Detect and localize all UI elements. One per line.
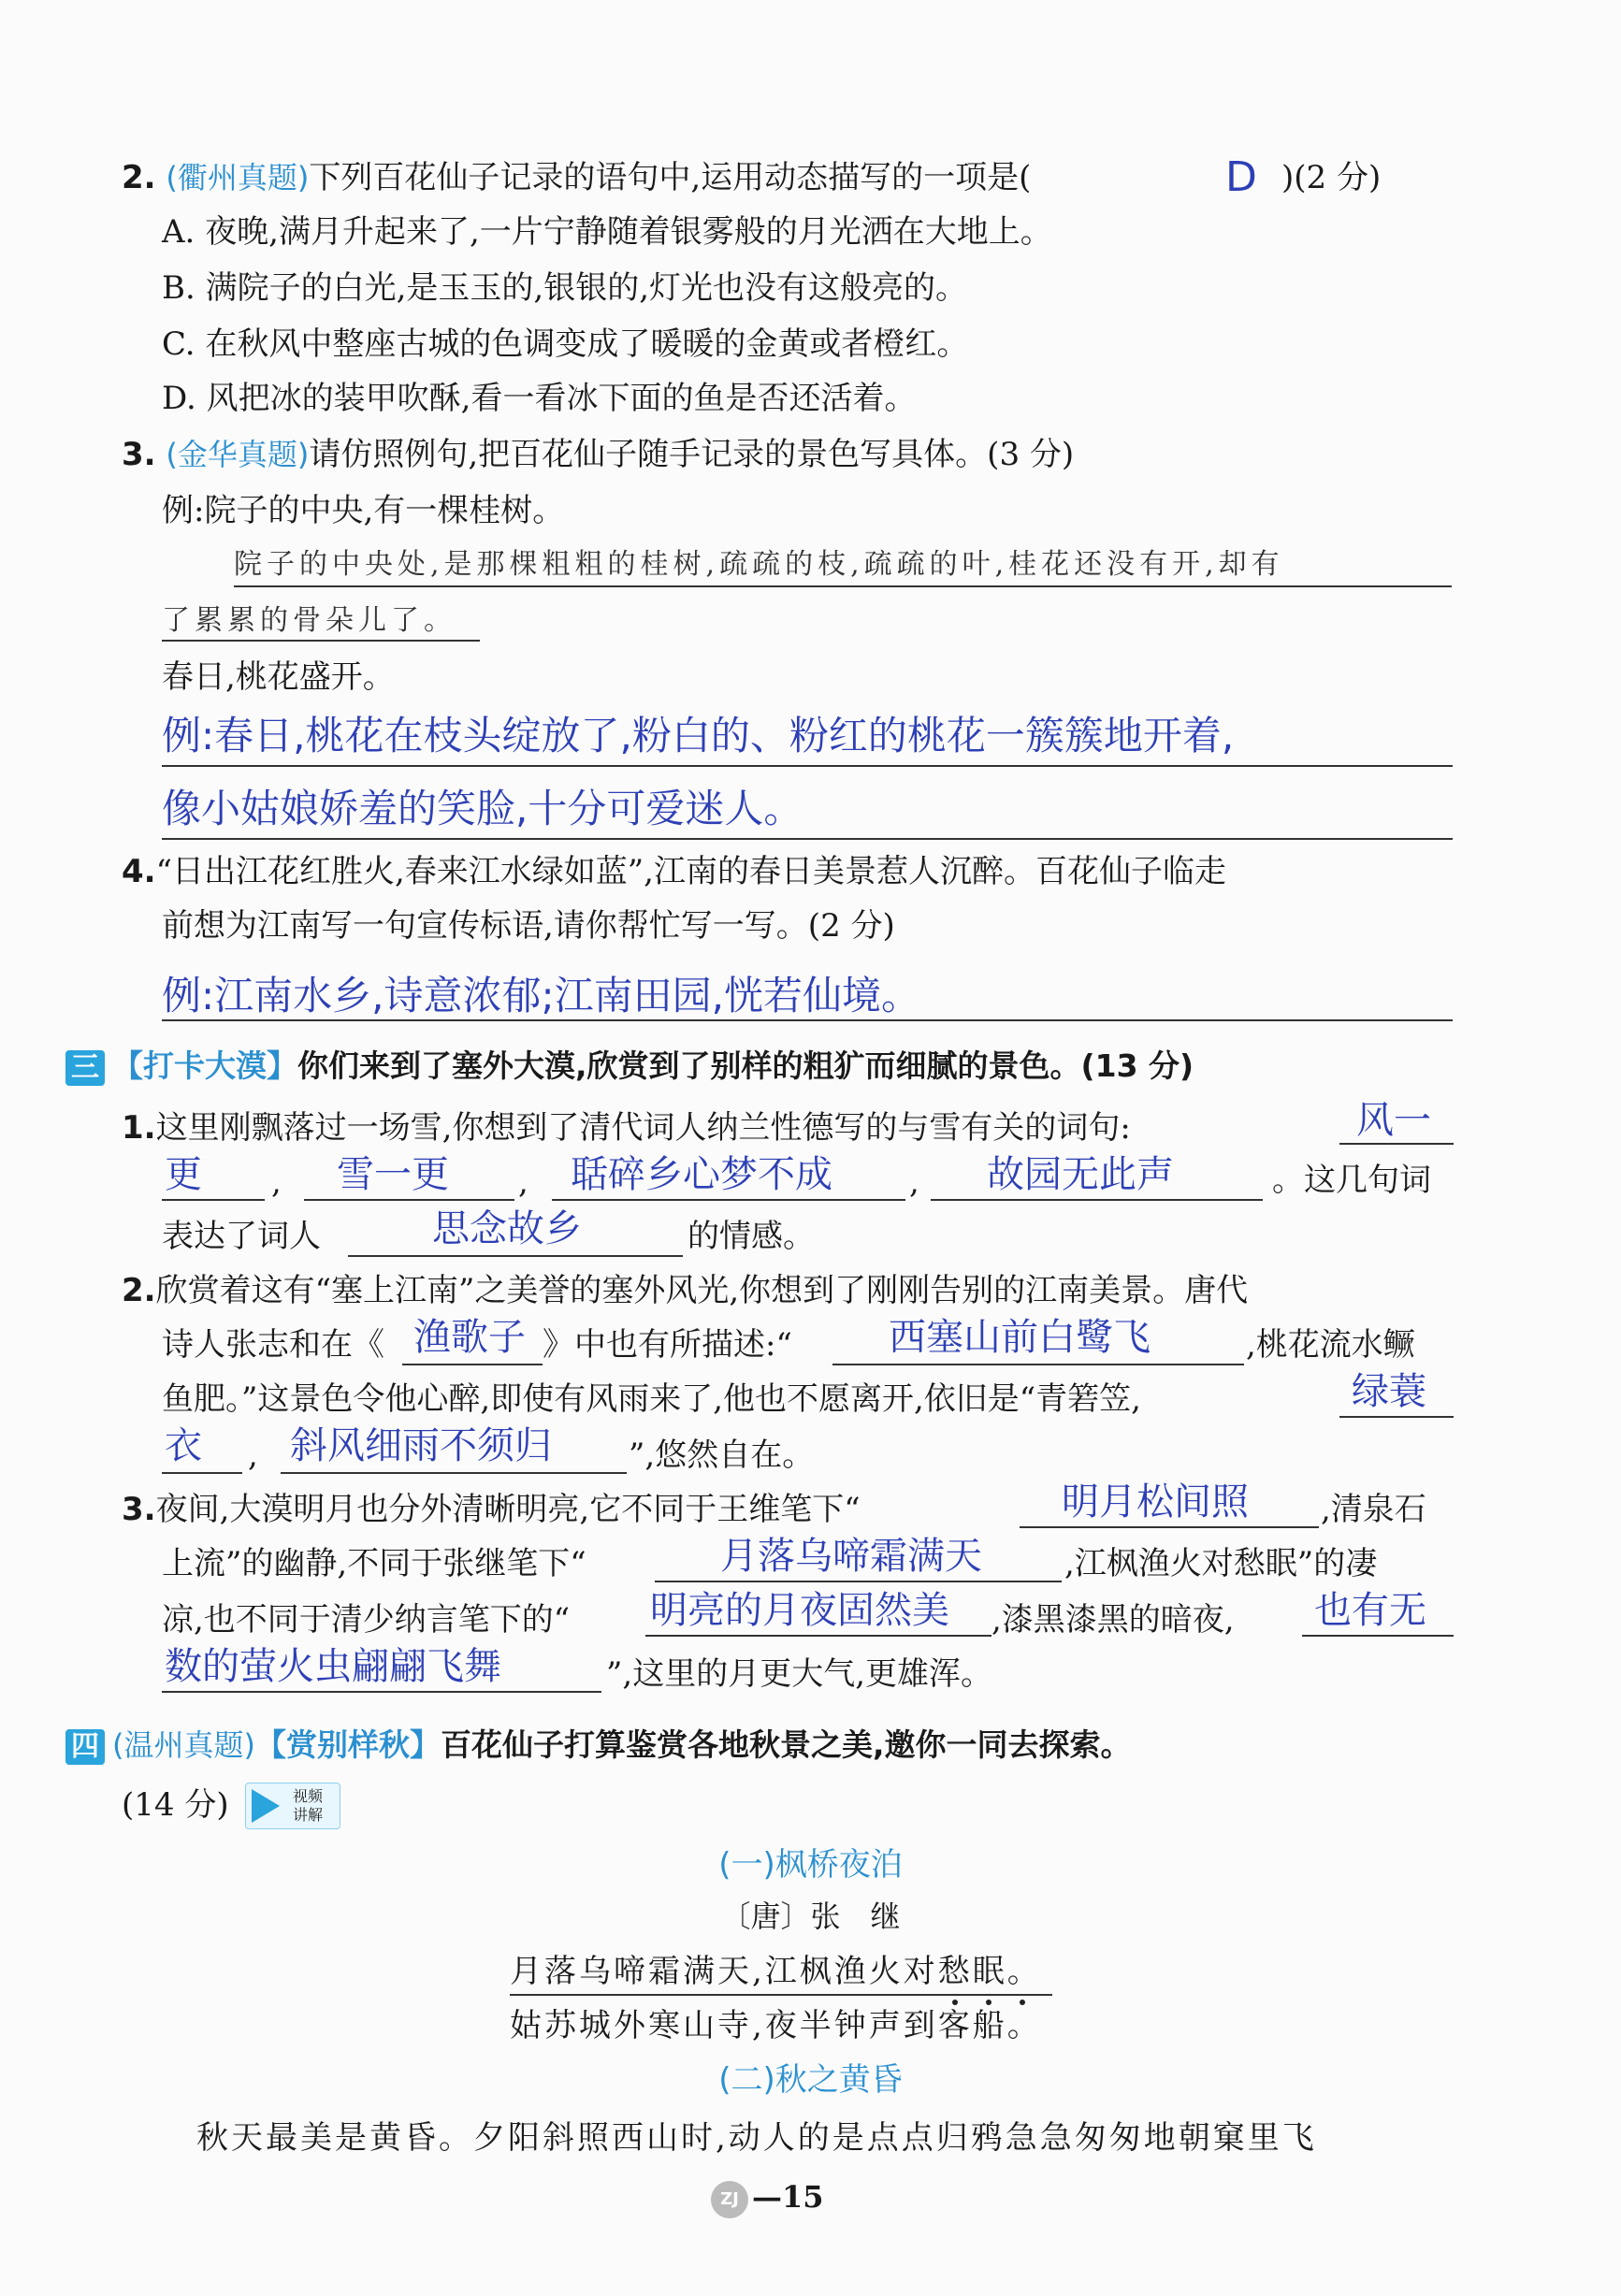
underline bbox=[162, 1691, 601, 1693]
q4-answer: 例:江南水乡,诗意浓郁;江南田园,恍若仙境。 bbox=[162, 973, 921, 1018]
page-number-text: —15 bbox=[752, 2179, 824, 2215]
q3-stem bbox=[122, 432, 1074, 477]
s3q1-text-2: 。这几句词 bbox=[1272, 1162, 1431, 1199]
s3q3-text-1a: 夜间,大漠明月也分外清晰明亮,它不同于王维笔下“ bbox=[155, 1491, 861, 1528]
q3-example-expanded-1: 院子的中央处,是那棵粗粗的桂树,疏疏的枝,疏疏的叶,桂花还没有开,却有 bbox=[234, 548, 1284, 581]
s3q2-text-3a: 鱼肥。”这景色令他心醉,即使有风雨来了,他也不愿离开,依旧是“青箬笠, bbox=[162, 1380, 1141, 1418]
s3q2-answer-2: 西塞山前白鹭飞 bbox=[889, 1316, 1151, 1359]
s3q2-text-2a: 诗人张志和在《 bbox=[162, 1326, 384, 1364]
video-lesson-label: 视频讲解 bbox=[293, 1787, 324, 1824]
q2-answer: D bbox=[1225, 153, 1257, 201]
s3q3-answer-4b: 数的萤火虫翩翩飞舞 bbox=[165, 1645, 501, 1688]
s3q1-answer-1b: 更 bbox=[165, 1153, 202, 1196]
s3q2-text-4: ”,悠然自在。 bbox=[629, 1437, 815, 1474]
q2-option-a: A. 夜晚,满月升起来了,一片宁静随着银雾般的月光洒在大地上。 bbox=[162, 213, 1052, 251]
section-4-header bbox=[65, 1723, 1132, 1768]
q2-stem-text: 下列百花仙子记录的语句中,运用动态描写的一项是( bbox=[309, 159, 1032, 196]
q2-option-b: B. 满院子的白光,是玉玉的,银银的,灯光也没有这般亮的。 bbox=[162, 269, 968, 307]
section-4-score: (14 分) bbox=[122, 1786, 229, 1824]
video-lesson-button[interactable] bbox=[245, 1783, 340, 1829]
q3-answer-line-1: 例:春日,桃花在枝头绽放了,粉白的、粉红的桃花一簇簇地开着, bbox=[162, 713, 1235, 758]
underline bbox=[162, 838, 1453, 840]
s3q1-answer-3: 聒碎乡心梦不成 bbox=[571, 1153, 832, 1196]
s3q1-line-1 bbox=[122, 1105, 1131, 1150]
s3q2-answer-3b: 衣 bbox=[165, 1424, 202, 1467]
underline bbox=[1339, 1143, 1454, 1145]
s3q2-answer-1: 渔歌子 bbox=[413, 1316, 526, 1359]
q2-number: 2. bbox=[122, 159, 156, 196]
s3q3-answer-2: 月落乌啼霜满天 bbox=[720, 1535, 982, 1578]
s3q3-text-2b: ,江枫渔火对愁眠”的凄 bbox=[1064, 1545, 1378, 1582]
s3q3-answer-1: 明月松间照 bbox=[1062, 1480, 1249, 1523]
underline bbox=[162, 765, 1453, 767]
q3-stem-text: 请仿照例句,把百花仙子随手记录的景色写具体。(3 分) bbox=[309, 436, 1075, 473]
s3q3-answer-3: 明亮的月夜固然美 bbox=[650, 1589, 949, 1632]
s3q3-text-3b: ,漆黑漆黑的暗夜, bbox=[991, 1601, 1235, 1639]
q2-stem bbox=[122, 155, 1031, 200]
comma: , bbox=[909, 1163, 919, 1201]
s3q2-number: 2. bbox=[122, 1272, 156, 1309]
underline bbox=[234, 585, 1452, 587]
section-4-text: 百花仙子打算鉴赏各地秋景之美,邀你一同去探索。 bbox=[440, 1726, 1132, 1763]
s3q3-line-1 bbox=[122, 1487, 861, 1532]
underline bbox=[162, 1019, 1453, 1021]
q3-answer-line-2: 像小姑娘娇羞的笑脸,十分可爱迷人。 bbox=[162, 786, 803, 831]
q2-option-c: C. 在秋风中整座古城的色调变成了暖暖的金黄或者橙红。 bbox=[162, 325, 969, 363]
underline bbox=[1020, 1526, 1319, 1528]
s3q2-text-1: 欣赏着这有“塞上江南”之美誉的塞外风光,你想到了刚刚告别的江南美景。唐代 bbox=[155, 1272, 1249, 1309]
underline bbox=[162, 640, 480, 642]
q3-example: 例:院子的中央,有一棵桂树。 bbox=[162, 492, 565, 529]
underline bbox=[510, 1994, 1052, 1996]
s3q3-number: 3. bbox=[122, 1491, 156, 1528]
s3q2-text-2b: 》中也有所描述:“ bbox=[543, 1326, 792, 1364]
q2-score: )(2 分) bbox=[1281, 159, 1382, 196]
q3-source-tag: (金华真题) bbox=[166, 437, 310, 472]
underline bbox=[552, 1199, 905, 1201]
s3q3-answer-4a: 也有无 bbox=[1314, 1589, 1426, 1632]
s3q3-text-1b: ,清泉石 bbox=[1321, 1491, 1426, 1528]
q3-prompt: 春日,桃花盛开。 bbox=[162, 658, 395, 696]
underline bbox=[162, 1472, 242, 1474]
q4-stem-1 bbox=[122, 849, 1226, 894]
section-3-box: 三 bbox=[65, 1050, 105, 1086]
s3q1-answer-2: 雪一更 bbox=[337, 1153, 449, 1196]
s3q1-answer-4: 故园无此声 bbox=[987, 1153, 1174, 1196]
section-4-title: 【赏别样秋】 bbox=[254, 1726, 441, 1763]
underline bbox=[931, 1199, 1263, 1201]
poem-line-1: 月落乌啼霜满天,江枫渔火对愁眠。 bbox=[510, 1953, 1042, 1990]
s3q1-text-1: 这里刚飘落过一场雪,你想到了清代词人纳兰性德写的与雪有关的词句: bbox=[155, 1109, 1131, 1147]
q4-stem-text-1: “日出江花红胜火,春来江水绿如蓝”,江南的春日美景惹人沉醉。百花仙子临走 bbox=[155, 853, 1226, 890]
q2-source-tag: (衢州真题) bbox=[166, 160, 310, 195]
section-3-header bbox=[65, 1044, 1194, 1089]
s3q1-text-3: 表达了词人 bbox=[162, 1218, 321, 1255]
s3q2-line-1 bbox=[122, 1268, 1248, 1313]
section-4-box: 四 bbox=[65, 1729, 105, 1765]
underline bbox=[402, 1364, 543, 1365]
s3q3-text-3a: 凉,也不同于清少纳言笔下的“ bbox=[162, 1601, 571, 1639]
underline bbox=[281, 1472, 627, 1474]
s3q3-text-2a: 上流”的幽静,不同于张继笔下“ bbox=[162, 1545, 586, 1582]
play-icon bbox=[252, 1789, 280, 1823]
q3-example-expanded-2: 了累累的骨朵儿了。 bbox=[162, 604, 456, 637]
section-4-source-tag: (温州真题) bbox=[112, 1727, 255, 1763]
region-badge: ZJ bbox=[711, 2181, 748, 2218]
q3-number: 3. bbox=[122, 436, 156, 473]
q4-number: 4. bbox=[122, 853, 156, 890]
q2-option-d: D. 风把冰的装甲吹酥,看一看冰下面的鱼是否还活着。 bbox=[162, 380, 917, 417]
underline bbox=[348, 1255, 683, 1257]
poem-author: 〔唐〕张 继 bbox=[720, 1899, 901, 1934]
s3q1-answer-5: 思念故乡 bbox=[432, 1207, 582, 1250]
poem-line-2: 姑苏城外寒山寺,夜半钟声到客船。 bbox=[510, 2007, 1042, 2044]
s3q1-answer-1a: 风一 bbox=[1356, 1099, 1431, 1142]
s3q2-answer-3a: 绿蓑 bbox=[1352, 1370, 1426, 1413]
underline bbox=[832, 1364, 1244, 1365]
page-number bbox=[711, 2179, 824, 2218]
s3q1-text-4: 的情感。 bbox=[687, 1218, 815, 1255]
s3q3-text-4: ”,这里的月更大气,更雄浑。 bbox=[606, 1655, 992, 1693]
comma: , bbox=[248, 1437, 258, 1474]
s3q2-answer-4: 斜风细雨不须归 bbox=[290, 1424, 552, 1467]
section-3-text: 你们来到了塞外大漠,欣赏到了别样的粗犷而细腻的景色。(13 分) bbox=[297, 1047, 1194, 1084]
prose-text: 秋天最美是黄昏。夕阳斜照西山时,动人的是点点归鸦急急匆匆地朝窠里飞 bbox=[196, 2119, 1317, 2157]
prose-title: (二)秋之黄昏 bbox=[718, 2061, 903, 2099]
comma: , bbox=[271, 1163, 282, 1201]
underline bbox=[645, 1635, 991, 1637]
s3q2-text-2c: ,桃花流水鳜 bbox=[1246, 1326, 1415, 1364]
underline bbox=[1339, 1416, 1454, 1418]
underline bbox=[1302, 1635, 1454, 1637]
s3q1-number: 1. bbox=[122, 1109, 156, 1147]
poem-title: (一)枫桥夜泊 bbox=[718, 1846, 903, 1884]
q4-stem-2: 前想为江南写一句宣传标语,请你帮忙写一写。(2 分) bbox=[162, 907, 895, 945]
underline bbox=[162, 1199, 265, 1201]
comma: , bbox=[518, 1163, 528, 1201]
section-3-title: 【打卡大漠】 bbox=[112, 1047, 297, 1084]
